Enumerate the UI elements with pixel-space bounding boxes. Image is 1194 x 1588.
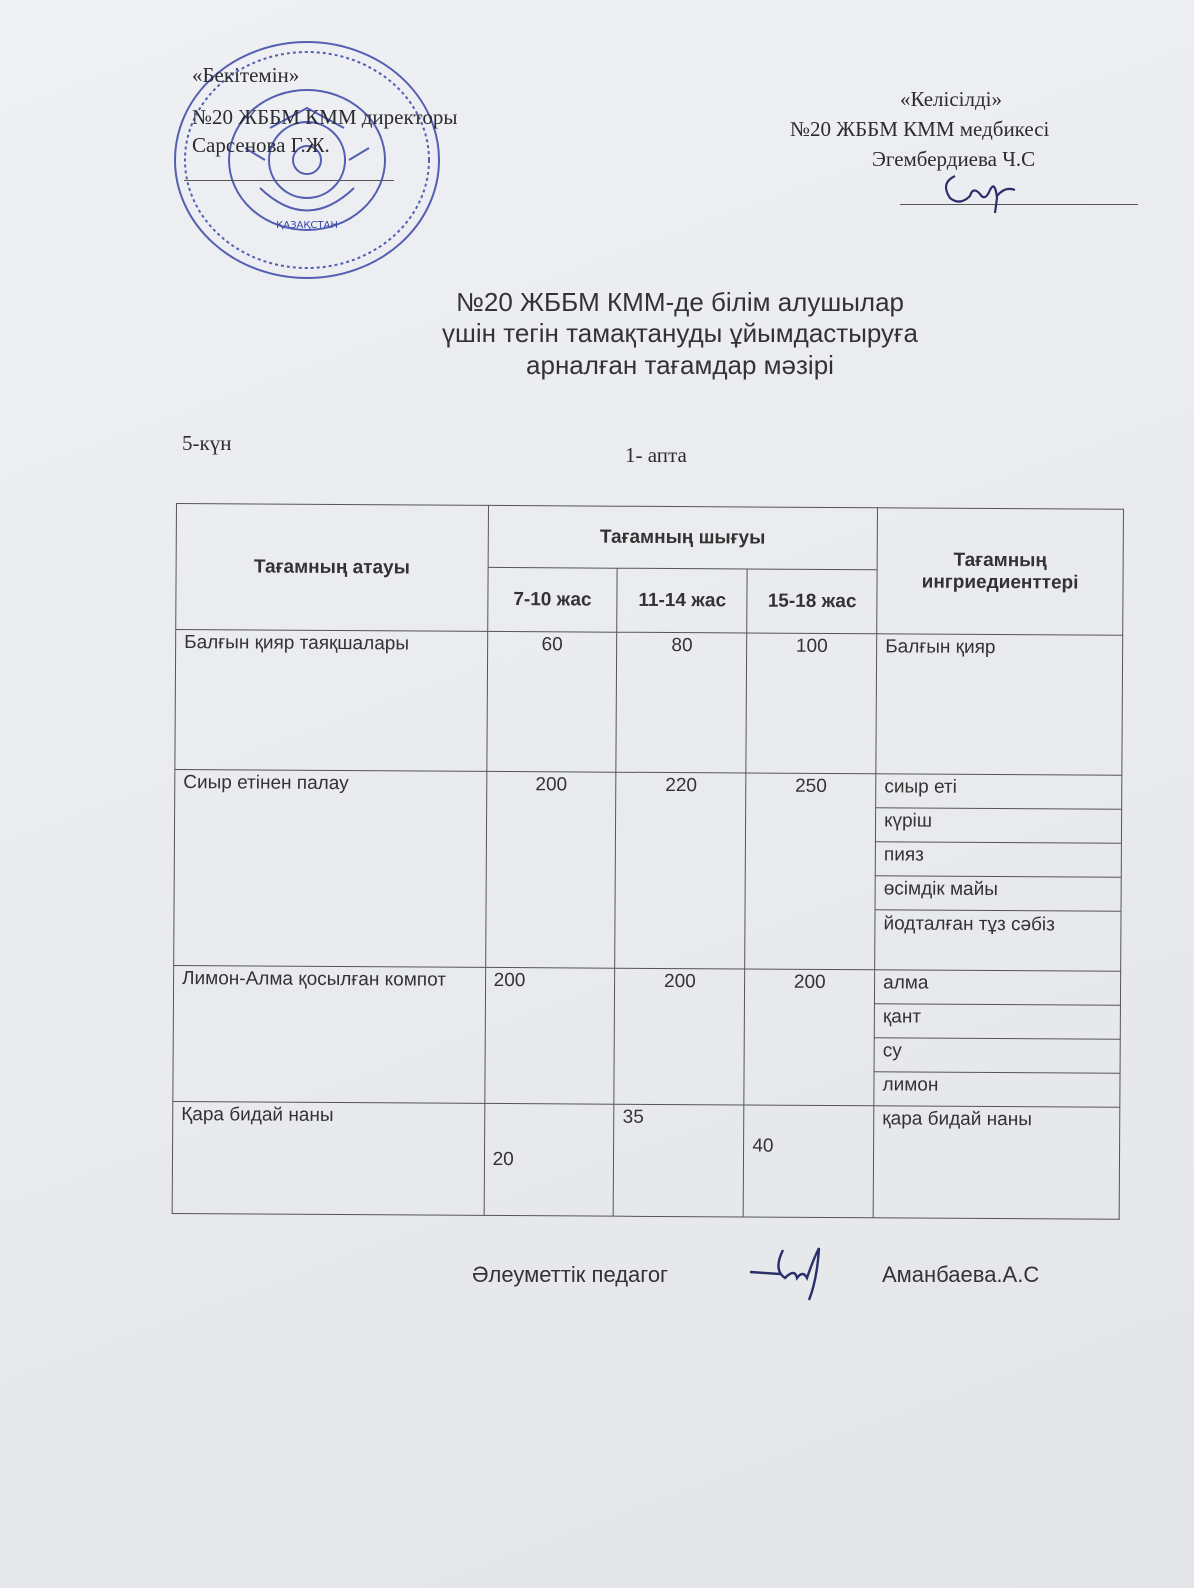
portion-11-14: 35	[614, 1104, 745, 1217]
svg-text:ҚАЗАҚСТАН: ҚАЗАҚСТАН	[276, 220, 338, 231]
header-dish-name: Тағамның атауы	[176, 504, 488, 632]
header-output: Тағамның шығуы	[488, 505, 878, 569]
ingredient: өсімдік майы	[875, 876, 1121, 912]
portion-15-18: 100	[746, 633, 877, 774]
ingredient: Балғын қияр	[876, 634, 1123, 775]
ingredient: лимон	[874, 1072, 1120, 1108]
table-row	[173, 965, 1120, 1005]
agreed-nurse-name: Эгембердиева Ч.С	[872, 147, 1036, 171]
title-line-3: арналған тағамдар мәзірі	[526, 350, 834, 380]
table-row	[175, 769, 1122, 809]
ingredient: күріш	[876, 808, 1122, 844]
header-ingredients: Тағамның ингриедиенттері	[877, 508, 1124, 635]
approved-director-title: №20 ЖББМ КММ директоры	[192, 105, 458, 129]
header-age-15-18: 15-18 жас	[747, 569, 877, 634]
portion-7-10-value: 20	[492, 1148, 514, 1170]
portion-15-18: 250	[745, 773, 876, 970]
portion-7-10: 200	[485, 771, 616, 968]
approved-heading: «Бекітемін»	[192, 63, 300, 87]
portion-15-18: 200	[744, 969, 875, 1106]
agreed-heading: «Келісілді»	[900, 87, 1002, 111]
ingredient: қант	[874, 1004, 1120, 1040]
table-row	[172, 1101, 1120, 1219]
portion-7-10	[484, 1103, 615, 1216]
nurse-signature	[935, 168, 1025, 218]
table-row	[175, 630, 1123, 776]
title-line-1: №20 ЖББМ КММ-де білім алушылар	[455, 287, 904, 317]
portion-11-14: 80	[616, 632, 747, 773]
portion-15-18-value: 40	[752, 1135, 774, 1157]
ingredient: йодталған тұз сәбіз	[875, 910, 1121, 972]
dish-name: Сиыр етінен палау	[174, 769, 487, 967]
week-label: 1- апта	[625, 443, 687, 467]
agreed-nurse-title: №20 ЖББМ КММ медбикесі	[790, 117, 1050, 141]
ingredient: алма	[875, 970, 1121, 1006]
title-line-2: үшін тегін тамақтануды ұйымдастыруға	[442, 318, 918, 348]
dish-name: Балғын қияр таяқшалары	[175, 630, 487, 772]
day-label: 5-күн	[182, 431, 232, 455]
ingredient: қара бидай наны	[873, 1106, 1120, 1220]
portion-11-14: 220	[615, 772, 746, 969]
portion-7-10: 200	[484, 967, 615, 1104]
dish-name: Қара бидай наны	[172, 1101, 484, 1215]
dish-name: Лимон-Алма қосылған компот	[173, 965, 485, 1103]
ingredient: су	[874, 1038, 1120, 1074]
portion-11-14: 200	[614, 968, 745, 1105]
ingredient: пияз	[875, 842, 1121, 878]
portion-15-18	[743, 1105, 874, 1218]
approved-signature-line	[184, 180, 394, 181]
ingredient: сиыр еті	[876, 774, 1122, 810]
header-age-7-10: 7-10 жас	[487, 567, 617, 632]
approved-director-name: Сарсенова Г.Ж.	[192, 133, 330, 157]
footer-role: Әлеуметтік педагог	[472, 1262, 669, 1287]
header-age-11-14: 11-14 жас	[617, 568, 747, 633]
footer-name: Аманбаева.А.С	[882, 1262, 1040, 1287]
social-pedagogue-signature	[745, 1240, 835, 1304]
menu-table	[172, 503, 1124, 1220]
portion-7-10: 60	[486, 631, 617, 772]
